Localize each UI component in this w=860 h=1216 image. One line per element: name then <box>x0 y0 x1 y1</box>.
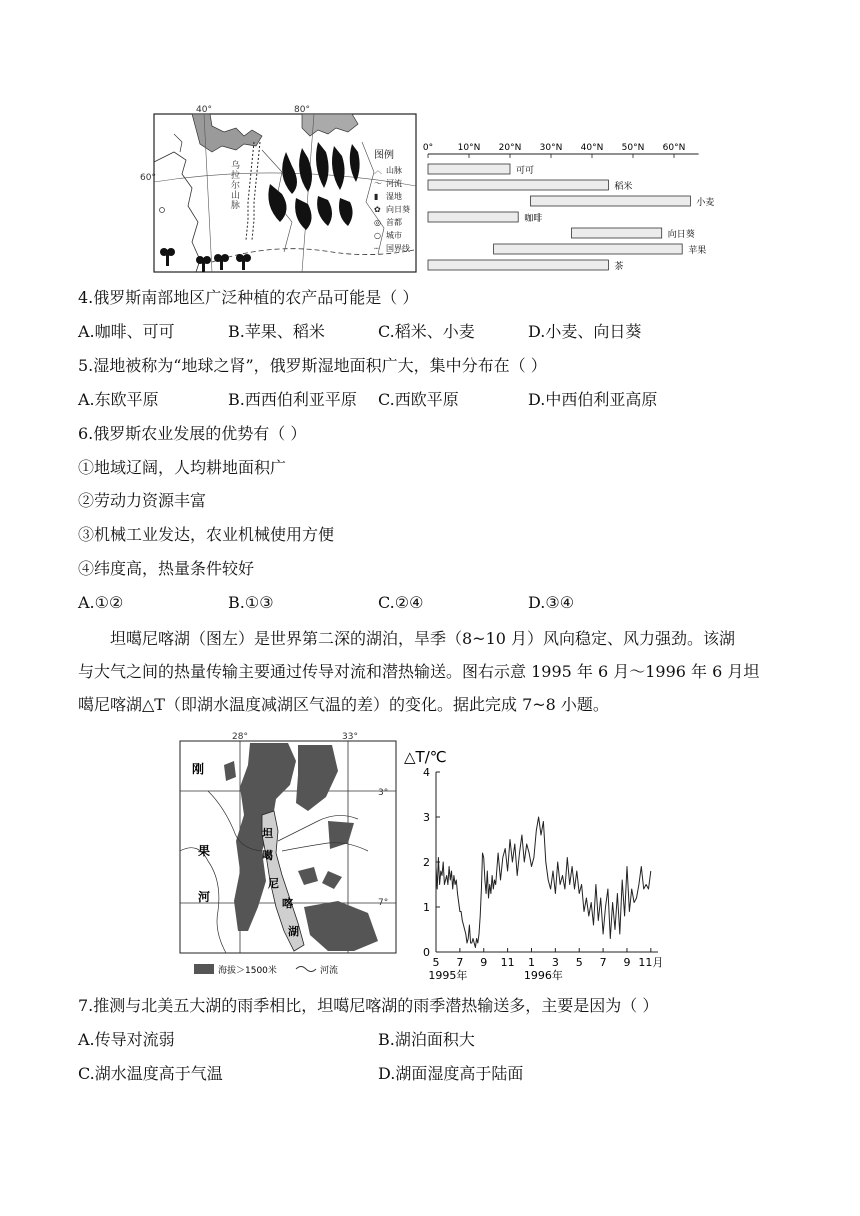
q6-item-4: ④纬度高，热量条件较好 <box>78 559 255 578</box>
x-tick-label: 7 <box>456 956 464 969</box>
y-tick-label: 0 <box>423 946 430 959</box>
legend-symbol-icon: ✿ <box>374 205 381 214</box>
x-year-label: 1996年 <box>523 969 563 982</box>
q6-option-b: B.①③ <box>228 593 274 612</box>
lat-tick-label: 60°N <box>662 143 686 153</box>
q5-option-a: A.东欧平原 <box>78 390 159 409</box>
lat-7-label: 7° <box>378 898 389 908</box>
q4-option-a: A.咖啡、可可 <box>78 322 175 341</box>
lake-char-5: 湖 <box>288 925 299 938</box>
q6-stem: 6.俄罗斯农业发展的优势有（ ） <box>78 424 307 443</box>
crop-latitude-chart <box>420 140 720 276</box>
legend-symbol-icon: ┄ <box>374 244 379 253</box>
q5-option-d: D.中西伯利亚高原 <box>528 390 658 409</box>
lat-tick-label: 20°N <box>498 143 522 153</box>
tanganyika-map <box>178 731 400 981</box>
crop-bar <box>428 164 510 174</box>
legend-item <box>374 190 424 203</box>
country-char-3: 河 <box>198 890 211 904</box>
y-tick-label: 4 <box>423 766 430 779</box>
legend-symbol-icon: ▮ <box>374 192 379 201</box>
q7-stem: 7.推测与北美五大湖的雨季相比，坦噶尼喀湖的雨季潜热输送多，主要是因为（ ） <box>78 996 659 1015</box>
q4-option-c: C.稻米、小麦 <box>378 322 475 341</box>
legend-item <box>374 242 424 255</box>
legend-item <box>374 203 424 216</box>
q6-option-d: D.③④ <box>528 593 575 612</box>
crop-label: 苹果 <box>688 246 707 256</box>
x-tick-label: 7 <box>599 956 607 969</box>
legend-item <box>374 229 424 242</box>
delta-t-chart <box>400 742 690 984</box>
highland-legend-label: 海拔＞1500米 <box>218 966 277 976</box>
x-tick-label: 11 <box>500 956 515 969</box>
q7-option-b: B.湖泊面积大 <box>378 1030 475 1049</box>
highland-legend-swatch <box>194 964 214 974</box>
lat-tick-label: 40°N <box>580 143 604 153</box>
x-tick-label: 5 <box>432 956 440 969</box>
y-tick-label: 1 <box>423 901 430 914</box>
x-year-label: 1995年 <box>428 969 468 982</box>
passage-line-3: 噶尼喀湖△T（即湖水温度减湖区气温的差）的变化。据此完成 7~8 小题。 <box>78 695 609 714</box>
lat-tick-label: 30°N <box>539 143 563 153</box>
legend-symbol-icon: ︿ <box>374 166 382 175</box>
crop-label: 可可 <box>516 166 535 176</box>
q4-option-b: B.苹果、稻米 <box>228 322 325 341</box>
q6-option-a: A.①② <box>78 593 124 612</box>
q6-item-1: ①地域辽阔，人均耕地面积广 <box>78 458 287 477</box>
lon-33-label: 33° <box>342 732 358 742</box>
y-axis-label: △T/℃ <box>404 748 447 766</box>
q6-item-3: ③机械工业发达，农业机械使用方便 <box>78 525 335 544</box>
passage-line-1: 坦噶尼喀湖（图左）是世界第二深的湖泊，旱季（8~10 月）风向稳定、风力强劲。该湖 <box>110 629 736 648</box>
lon-80-label: 80° <box>294 105 310 115</box>
lon-40-label: 40° <box>196 105 212 115</box>
legend-item-label: 国界线 <box>386 244 410 253</box>
legend-item-label: 首都 <box>386 218 402 227</box>
legend-item-label: 湿地 <box>386 192 402 201</box>
crop-bar <box>531 196 691 206</box>
q7-option-d: D.湖面湿度高于陆面 <box>378 1064 524 1083</box>
map-legend <box>374 146 424 272</box>
legend-title: 图例 <box>374 150 394 161</box>
lake-char-3: 尼 <box>268 877 279 890</box>
legend-item <box>374 216 424 229</box>
lon-28-label: 28° <box>232 732 248 742</box>
lake-char-1: 坦 <box>262 827 273 840</box>
lat-tick-label: 50°N <box>621 143 645 153</box>
legend-item-label: 向日葵 <box>386 205 410 214</box>
q5-option-c: C.西欧平原 <box>378 390 459 409</box>
q6-item-2: ②劳动力资源丰富 <box>78 491 207 510</box>
x-tick-label: 11月 <box>638 956 664 969</box>
crop-bar <box>428 260 608 270</box>
country-char-1: 刚 <box>192 762 205 776</box>
lake-char-2: 噶 <box>262 849 273 862</box>
legend-symbol-icon: ○ <box>374 231 381 240</box>
q7-option-c: C.湖水温度高于气温 <box>78 1064 223 1083</box>
crop-label: 小麦 <box>696 198 715 208</box>
q7-option-a: A.传导对流弱 <box>78 1030 175 1049</box>
passage <box>78 622 790 721</box>
crop-bar <box>572 228 662 238</box>
x-tick-label: 9 <box>480 956 488 969</box>
legend-symbol-icon: 〜 <box>374 179 382 188</box>
country-char-2: 果 <box>198 844 211 858</box>
y-tick-label: 3 <box>423 811 430 824</box>
crop-label: 咖啡 <box>524 214 543 224</box>
q5-option-b: B.西西伯利亚平原 <box>228 390 357 409</box>
q5-stem: 5.湿地被称为“地球之肾”，俄罗斯湿地面积广大，集中分布在（ ） <box>78 356 547 375</box>
lake-char-4: 喀 <box>282 897 293 910</box>
x-tick-label: 9 <box>623 956 631 969</box>
lat-60-label: 60° <box>140 173 156 183</box>
x-tick-label: 5 <box>575 956 583 969</box>
legend-item-label: 河流 <box>386 179 402 188</box>
crop-label: 茶 <box>614 262 624 272</box>
river-legend-symbol <box>296 967 316 972</box>
ural-mountains-label: 乌拉尔山脉 <box>229 160 239 209</box>
crop-bar <box>428 180 608 190</box>
legend-item-label: 山脉 <box>386 166 402 175</box>
passage-line-2: 与大气之间的热量传输主要通过传导对流和潜热输送。图右示意 1995 年 6 月～1996 年 6 月坦 <box>78 662 760 681</box>
crop-label: 稻米 <box>614 182 633 192</box>
crop-label: 向日葵 <box>667 230 695 240</box>
crop-bar <box>494 244 683 254</box>
legend-item <box>374 177 424 190</box>
lat-tick-label: 0° <box>422 143 434 153</box>
legend-symbol-icon: ◎ <box>374 218 381 227</box>
lat-3-label: 3° <box>378 788 389 798</box>
legend-item <box>374 164 424 177</box>
lat-tick-label: 10°N <box>457 143 481 153</box>
legend-item-label: 城市 <box>386 231 402 240</box>
q4-option-d: D.小麦、向日葵 <box>528 322 642 341</box>
x-tick-label: 3 <box>551 956 559 969</box>
q6-option-c: C.②④ <box>378 593 424 612</box>
y-tick-label: 2 <box>423 856 430 869</box>
delta-t-series-line <box>436 817 651 948</box>
q4-stem: 4.俄罗斯南部地区广泛种植的农产品可能是（ ） <box>78 288 419 307</box>
x-tick-label: 1 <box>527 956 535 969</box>
river-legend-label: 河流 <box>320 966 339 976</box>
crop-bar <box>428 212 518 222</box>
